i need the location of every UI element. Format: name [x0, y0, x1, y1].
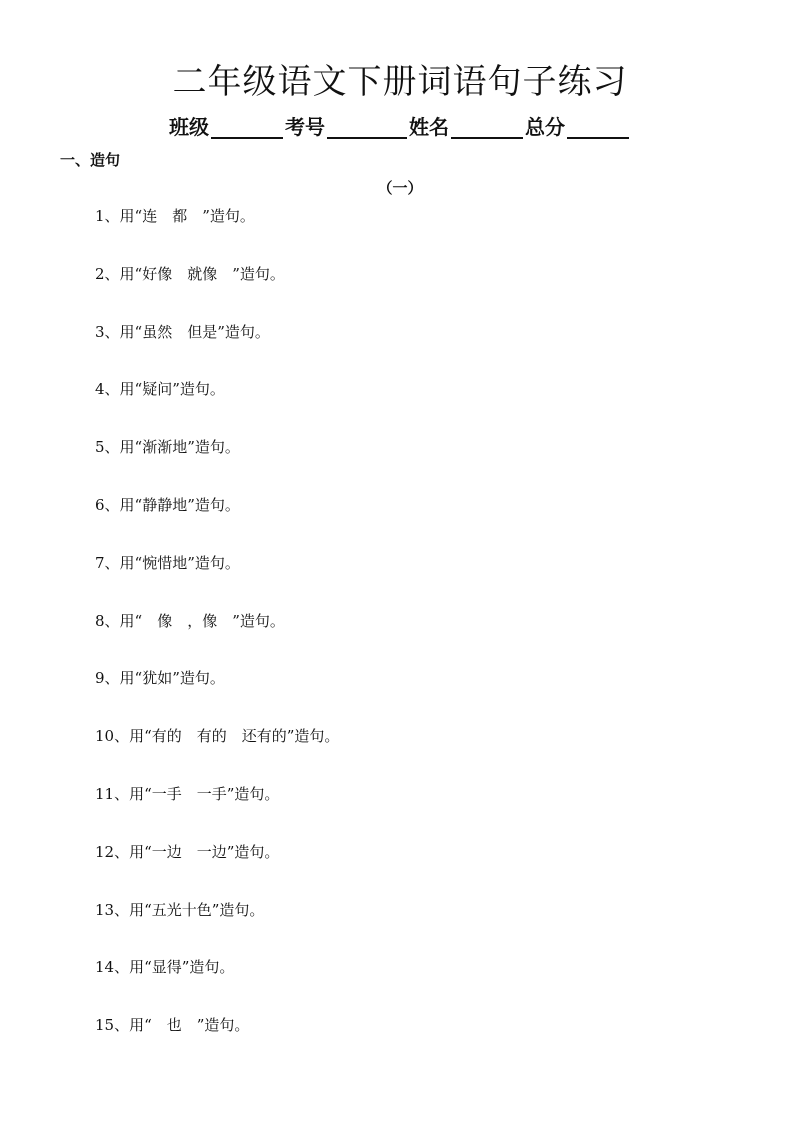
info-label-name: 姓名 — [409, 115, 449, 139]
question-item: 3、用“虽然 但是”造句。 — [95, 322, 270, 341]
question-item: 5、用“渐渐地”造句。 — [95, 438, 240, 457]
info-field-exam-number — [285, 112, 409, 142]
info-field-class — [169, 112, 285, 142]
question-item: 2、用“好像 就像 ”造句。 — [95, 264, 285, 283]
page-title: 二年级语文下册词语句子练习 — [172, 62, 628, 102]
info-blank-total-score[interactable] — [567, 115, 629, 139]
question-item: 8、用“ 像 ，像 ”造句。 — [95, 611, 285, 630]
question-item: 15、用“ 也 ”造句。 — [95, 1016, 250, 1035]
info-label-class: 班级 — [169, 115, 209, 139]
question-item: 7、用“惋惜地”造句。 — [95, 553, 240, 572]
question-item: 14、用“显得”造句。 — [95, 958, 235, 977]
info-label-total-score: 总分 — [525, 115, 565, 139]
question-item: 12、用“一边 一边”造句。 — [95, 842, 280, 861]
info-field-name — [409, 112, 525, 142]
question-list — [95, 204, 339, 1071]
info-label-exam-number: 考号 — [285, 115, 325, 139]
question-item: 13、用“五光十色”造句。 — [95, 900, 265, 919]
question-item: 4、用“疑问”造句。 — [95, 380, 225, 399]
question-item: 9、用“犹如”造句。 — [95, 669, 225, 688]
question-item: 6、用“静静地”造句。 — [95, 495, 240, 514]
question-item: 10、用“有的 有的 还有的”造句。 — [95, 727, 340, 746]
info-field-total-score — [525, 112, 631, 142]
question-item: 1、用“连 都 ”造句。 — [95, 207, 255, 225]
subsection-label: （一） — [377, 179, 423, 197]
section-heading: 一、造句 — [60, 151, 121, 169]
info-row — [0, 112, 800, 142]
info-blank-class[interactable] — [211, 115, 283, 139]
info-blank-exam-number[interactable] — [327, 115, 407, 139]
question-item: 11、用“一手 一手”造句。 — [95, 784, 280, 803]
info-blank-name[interactable] — [451, 115, 523, 139]
